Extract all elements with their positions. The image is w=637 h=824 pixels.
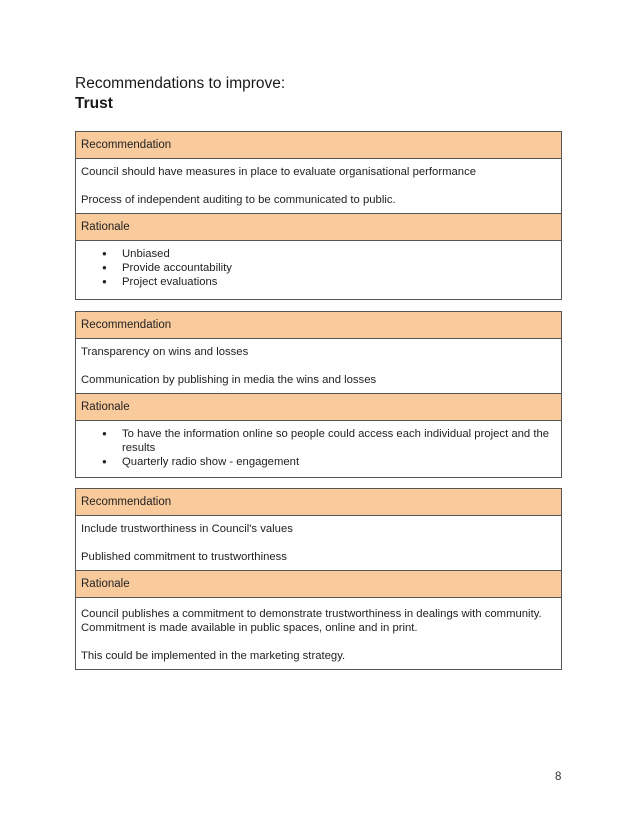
recommendation-text: Include trustworthiness in Council's values (81, 523, 293, 535)
recommendation-header: Recommendation (76, 132, 561, 159)
recommendation-text: Published commitment to trustworthiness (81, 551, 287, 563)
rationale-bullet: ● Quarterly radio show - engagement (81, 455, 556, 469)
page-number: 8 (555, 771, 562, 783)
rationale-text: This could be implemented in the marketing strategy. (81, 650, 346, 662)
rationale-header: Rationale (76, 393, 561, 421)
recommendation-cell (76, 159, 561, 213)
recommendation-cell (76, 339, 561, 393)
rationale-list (81, 427, 556, 469)
recommendation-table-3 (75, 488, 562, 670)
rationale-cell (76, 598, 561, 669)
recommendation-header: Recommendation (76, 312, 561, 339)
page-heading: Recommendations to improve: (75, 75, 286, 92)
recommendation-table-2 (75, 311, 562, 478)
rationale-header: Rationale (76, 213, 561, 241)
rationale-list (81, 247, 556, 289)
recommendation-text: Communication by publishing in media the wins and losses (81, 374, 377, 386)
rationale-bullet: ● To have the information online so people could access each individual project and the results (81, 427, 556, 455)
recommendation-table-1 (75, 131, 562, 300)
recommendation-text: Council should have measures in place to evaluate organisational performance (81, 166, 476, 178)
recommendation-text: Process of independent auditing to be communicated to public. (81, 194, 396, 206)
recommendation-cell (76, 516, 561, 570)
rationale-header: Rationale (76, 570, 561, 598)
rationale-text: Council publishes a commitment to demonstrate trustworthiness in dealings with community. Commitment is made available in public spaces, online and in print. (81, 608, 542, 634)
recommendation-text: Transparency on wins and losses (81, 346, 249, 358)
recommendation-header: Recommendation (76, 489, 561, 516)
rationale-cell (76, 241, 561, 299)
section-title: Trust (75, 95, 113, 112)
rationale-cell (76, 421, 561, 477)
rationale-bullet: ● Unbiased (81, 247, 556, 261)
rationale-bullet: ● Provide accountability (81, 261, 556, 275)
rationale-bullet: ● Project evaluations (81, 275, 556, 289)
